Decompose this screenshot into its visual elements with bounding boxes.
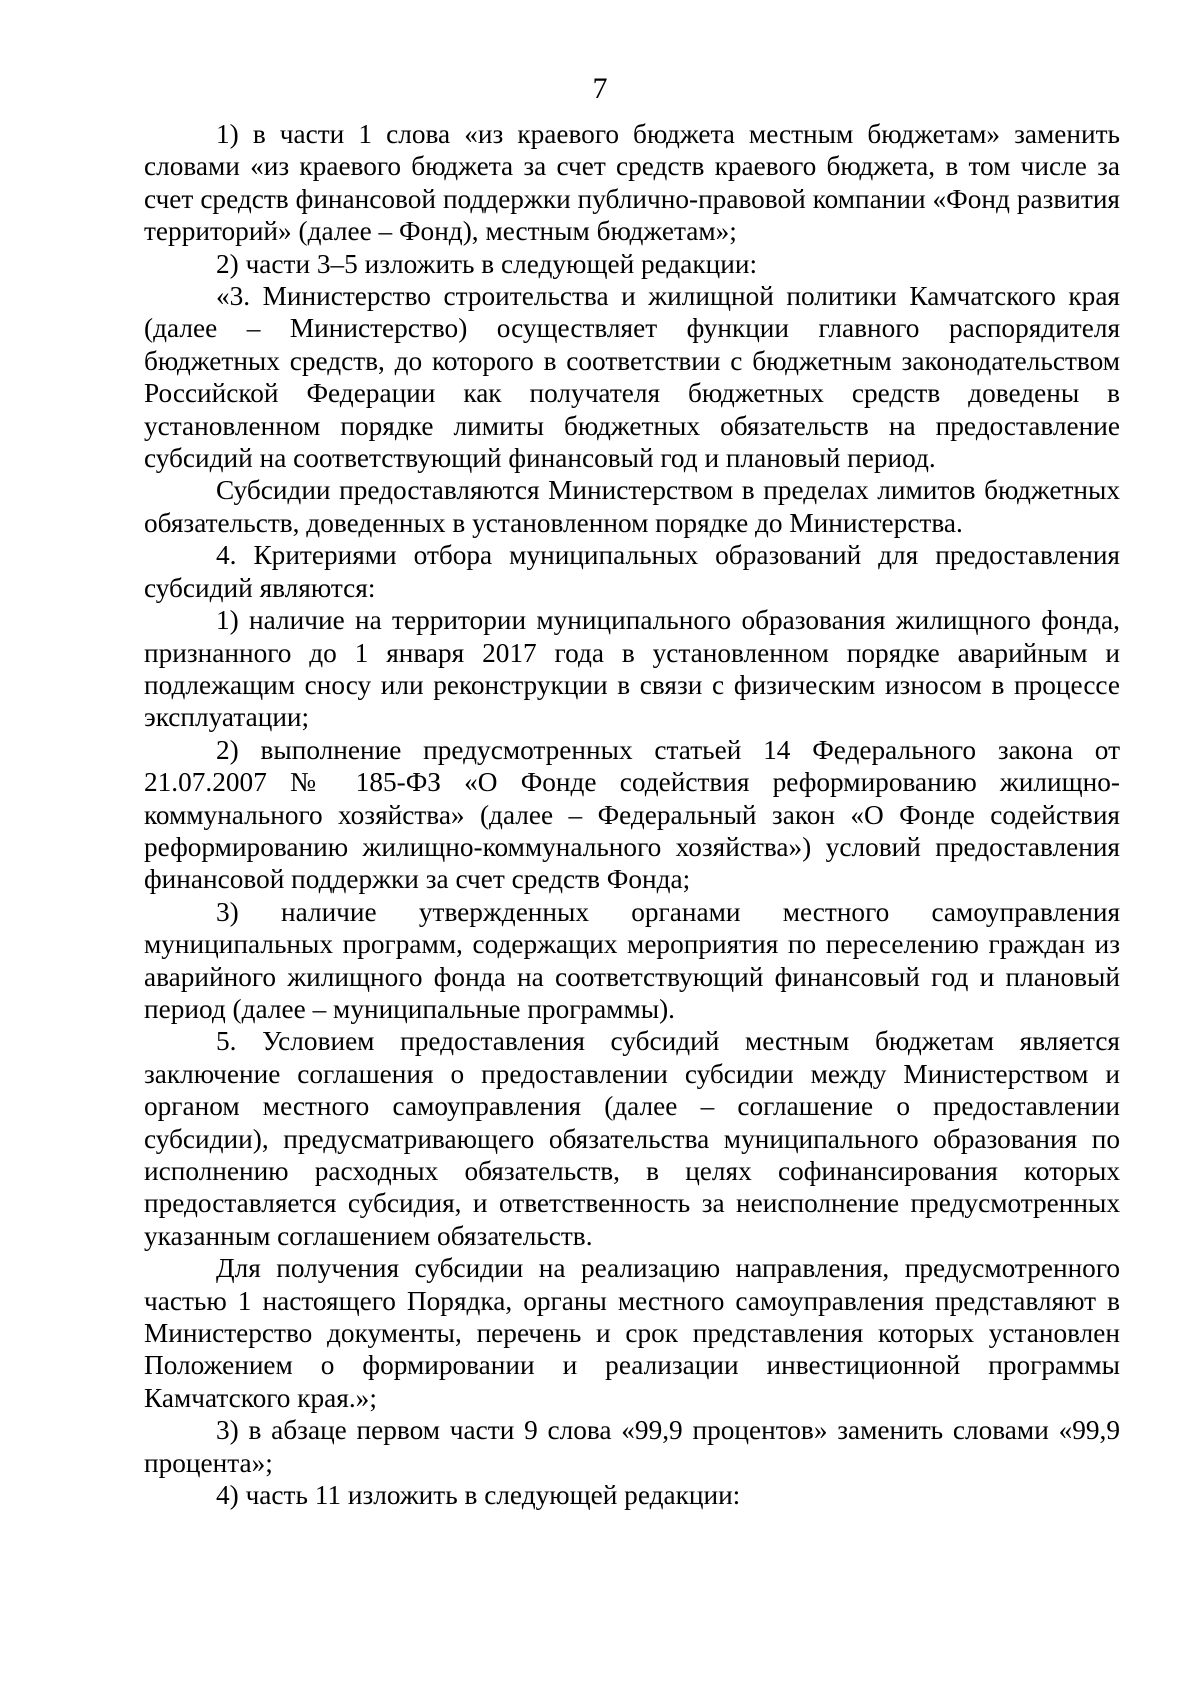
paragraph-amendment-4: 4) часть 11 изложить в следующей редакции: bbox=[216, 1480, 741, 1511]
paragraph-documents: Для получения субсидии на реализацию направления, предусмотренного частью 1 настоящего Порядка, органы местного самоуправления представляют в Министерство документы, перечень и срок представления которых установлен Положением о формировании и реализации инвестиционной программы Камчатского края.»; bbox=[144, 1253, 1120, 1413]
paragraph-subsidies-limits: Субсидии предоставляются Министерством в пределах лимитов бюджетных обязательств, доведенных в установленном порядке до Министерства. bbox=[144, 475, 1120, 538]
page-number: 7 bbox=[592, 72, 608, 105]
paragraph-part-5-condition: 5. Условием предоставления субсидий местным бюджетам является заключение соглашения о предоставлении субсидии между Министерством и органом местного самоуправления (далее – соглашение о предоставлении субсидии), предусматривающего обязательства муниципального образования по исполнению расходных обязательств, в целях софинансирования которых предоставляется субсидия, и ответственность за неисполнение предусмотренных указанным соглашением обязательств. bbox=[144, 1026, 1120, 1251]
paragraph-amendment-2: 2) части 3–5 изложить в следующей редакции: bbox=[216, 248, 758, 279]
paragraph-amendment-3: 3) в абзаце первом части 9 слова «99,9 процентов» заменить словами «99,9 процента»; bbox=[144, 1415, 1120, 1478]
paragraph-criterion-2: 2) выполнение предусмотренных статьей 14 Федерального закона от 21.07.2007 № 185-ФЗ «О Фонде содействия реформированию жилищно-коммунального хозяйства» (далее – Федеральный закон «О Фонде содействия реформированию жилищно-коммунального хозяйства») условий предоставления финансовой поддержки за счет средств Фонда; bbox=[144, 734, 1120, 895]
paragraph-criterion-1: 1) наличие на территории муниципального образования жилищного фонда, признанного до 1 января 2017 года в установленном порядке аварийным и подлежащим сносу или реконструкции в связи с физическим износом в процессе эксплуатации; bbox=[144, 605, 1120, 733]
paragraph-amendment-1: 1) в части 1 слова «из краевого бюджета местным бюджетам» заменить словами «из краевого бюджета за счет средств краевого бюджета, в том числе за счет средств финансовой поддержки публично-правовой компании «Фонд развития территорий» (далее – Фонд), местным бюджетам»; bbox=[144, 119, 1120, 247]
paragraph-criterion-3: 3) наличие утвержденных органами местного самоуправления муниципальных программ, содержащих мероприятия по переселению граждан из аварийного жилищного фонда на соответствующий финансовый год и плановый период (далее – муниципальные программы). bbox=[144, 896, 1120, 1024]
paragraph-part-3: «3. Министерство строительства и жилищной политики Камчатского края (далее – Министерство) осуществляет функции главного распорядителя бюджетных средств, до которого в соответствии с бюджетным законодательством Российской Федерации как получателя бюджетных средств доведены в установленном порядке лимиты бюджетных обязательств на предоставление субсидий на соответствующий финансовый год и плановый период. bbox=[144, 281, 1120, 474]
paragraph-part-4-criteria: 4. Критериями отбора муниципальных образований для предоставления субсидий являются: bbox=[144, 540, 1120, 603]
document-body bbox=[144, 118, 1120, 1511]
